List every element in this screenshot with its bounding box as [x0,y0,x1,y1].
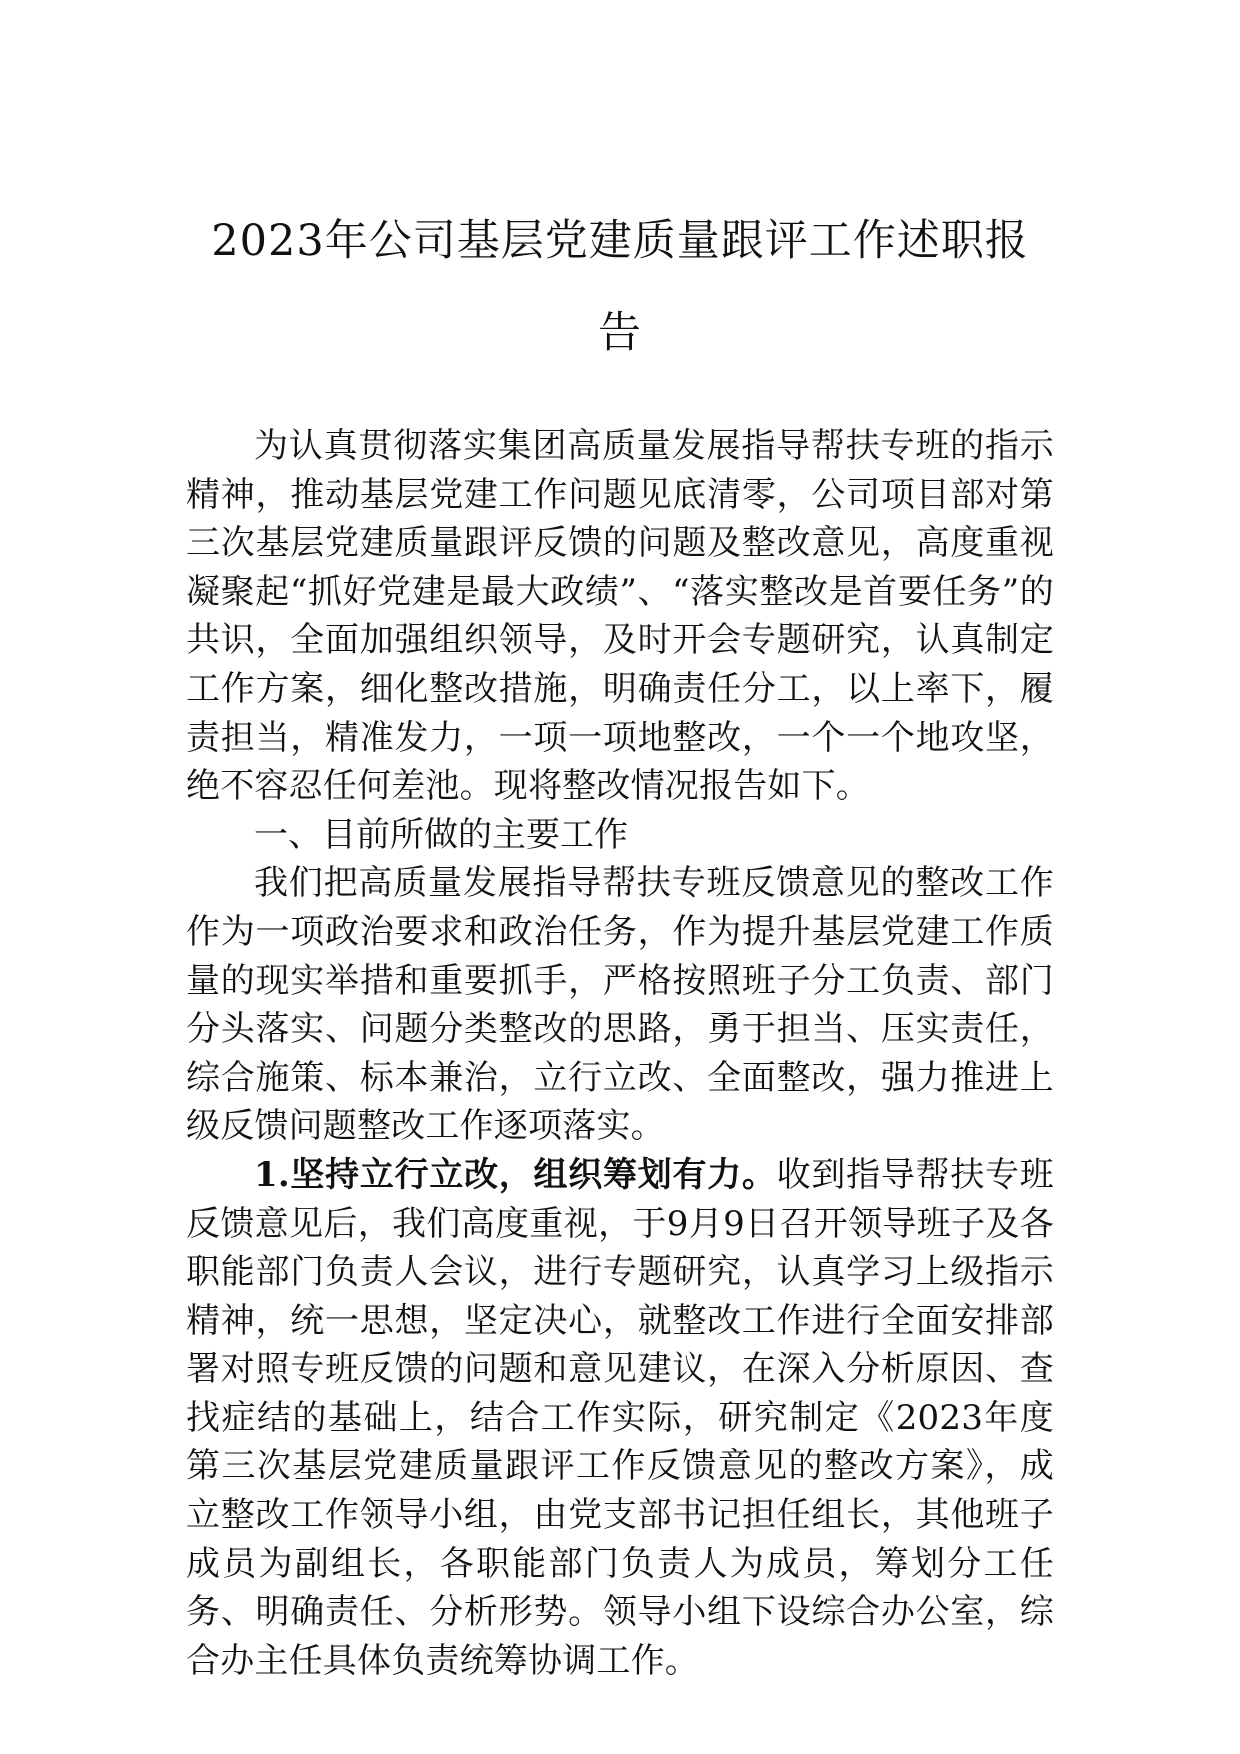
document-title-line1: 2023年公司基层党建质量跟评工作述职报 [211,216,1029,266]
item-lead: 1.坚持立行立改，组织筹划有力。 [254,1154,777,1195]
section-paragraph: 我们把高质量发展指导帮扶专班反馈意见的整改工作作为一项政治要求和政治任务，作为提升基层党建工作质量的现实举措和重要抓手，严格按照班子分工负责、部门分头落实、问题分类整改的思路，勇于担当、压实责任，综合施策、标本兼治，立行立改、全面整改，强力推进上级反馈问题整改工作逐项落实。 [186,863,1054,1147]
document-title-line2: 告 [598,308,642,358]
item-body: 收到指导帮扶专班反馈意见后，我们高度重视，于9月9日召开领导班子及各职能部门负责人会议，进行专题研究，认真学习上级指示精神，统一思想，坚定决心，就整改工作进行全面安排部署对照专班反馈的问题和意见建议，在深入分析原因、查找症结的基础上，结合工作实际，研究制定《2023年度第三次基层党建质量跟评工作反馈意见的整改方案》，成立整改工作领导小组，由党支部书记担任组长，其他班子成员为副组长，各职能部门负责人为成员，筹划分工任务、明确责任、分析形势。领导小组下设综合办公室，综合办主任具体负责统筹协调工作。 [186,1154,1054,1681]
item-paragraph [186,1151,1054,1686]
section-heading: 一、目前所做的主要工作 [254,814,628,855]
document-body [186,422,1054,1685]
intro-paragraph: 为认真贯彻落实集团高质量发展指导帮扶专班的指示精神，推动基层党建工作问题见底清零，公司项目部对第三次基层党建质量跟评反馈的问题及整改意见，高度重视凝聚起“抓好党建是最大政绩”、“落实整改是首要任务”的共识，全面加强组织领导，及时开会专题研究，认真制定工作方案，细化整改措施，明确责任分工，以上率下，履责担当，精准发力，一项一项地整改，一个一个地攻坚，绝不容忍任何差池。现将整改情况报告如下。 [186,426,1054,807]
